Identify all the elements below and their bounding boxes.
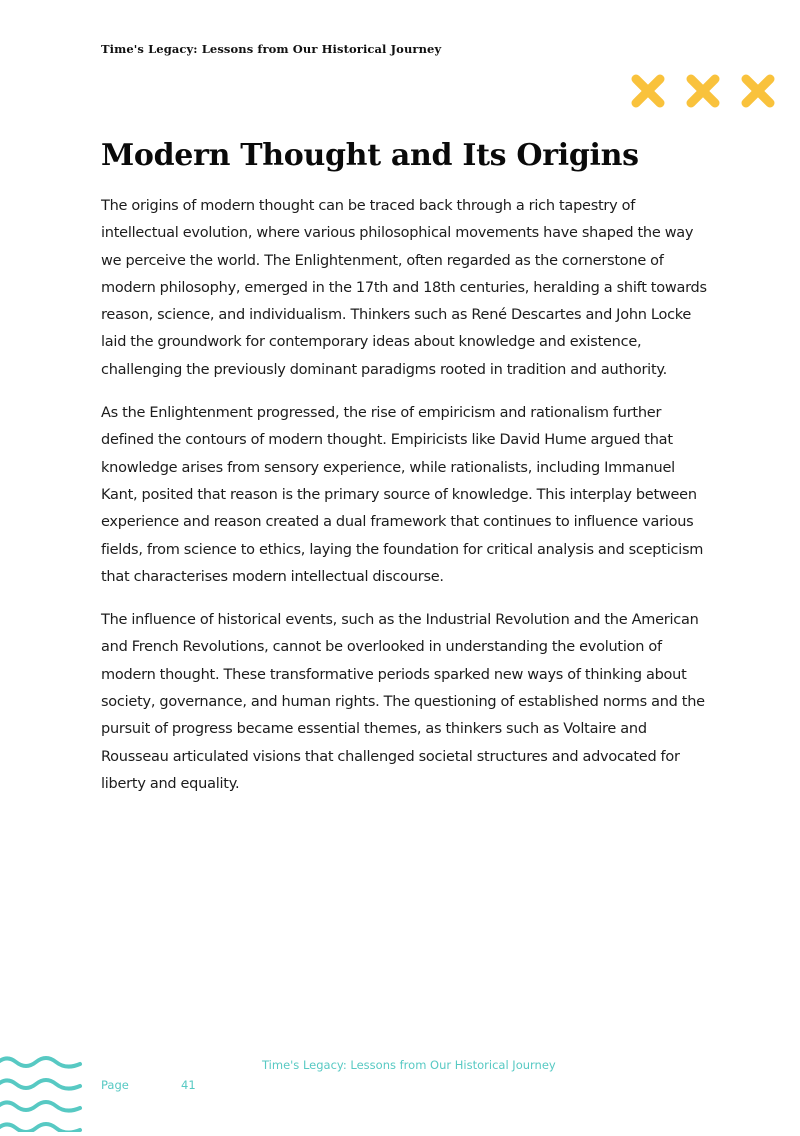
wave-lines-icon	[0, 1050, 90, 1136]
footer-running-title: Time's Legacy: Lessons from Our Historical Journey	[262, 1058, 556, 1072]
running-header: Time's Legacy: Lessons from Our Historical Journey	[101, 42, 442, 56]
page-title: Modern Thought and Its Origins	[101, 138, 639, 173]
footer-page-label: Page	[101, 1078, 129, 1092]
cross-icon	[746, 79, 770, 103]
cross-icon-group	[628, 74, 778, 110]
body-paragraph: As the Enlightenment progressed, the rise of empiricism and rationalism further defined the contours of modern thought. Empiricists like David Hume argued that knowledge arises from sensory experience, while rationalists, including Immanuel Kant, posited that reason is the primary source of knowledge. This interplay between experience and reason created a dual framework that continues to influence various fields, from science to ethics, laying the foundation for critical analysis and scepticism that characterises modern intellectual discourse.	[101, 405, 704, 585]
page-number: 41	[181, 1078, 196, 1092]
cross-icon	[636, 79, 660, 103]
body-paragraph: The influence of historical events, such as the Industrial Revolution and the American and French Revolutions, cannot be overlooked in understanding the evolution of modern thought. These transformative periods sparked new ways of thinking about society, governance, and human rights. The questioning of established norms and the pursuit of progress became essential themes, as thinkers such as Voltaire and Rousseau articulated visions that challenged societal structures and advocated for liberty and equality.	[101, 612, 705, 792]
article-body	[101, 193, 713, 814]
cross-icon	[691, 79, 715, 103]
decorative-crosses	[628, 74, 778, 110]
wave-lines-graphic	[0, 1050, 90, 1132]
body-paragraph: The origins of modern thought can be traced back through a rich tapestry of intellectual evolution, where various philosophical movements have shaped the way we perceive the world. The Enlightenment, often regarded as the cornerstone of modern philosophy, emerged in the 17th and 18th centuries, heralding a shift towards reason, science, and individualism. Thinkers such as René Descartes and John Locke laid the groundwork for contemporary ideas about knowledge and existence, challenging the previously dominant paradigms rooted in tradition and authority.	[101, 198, 707, 378]
